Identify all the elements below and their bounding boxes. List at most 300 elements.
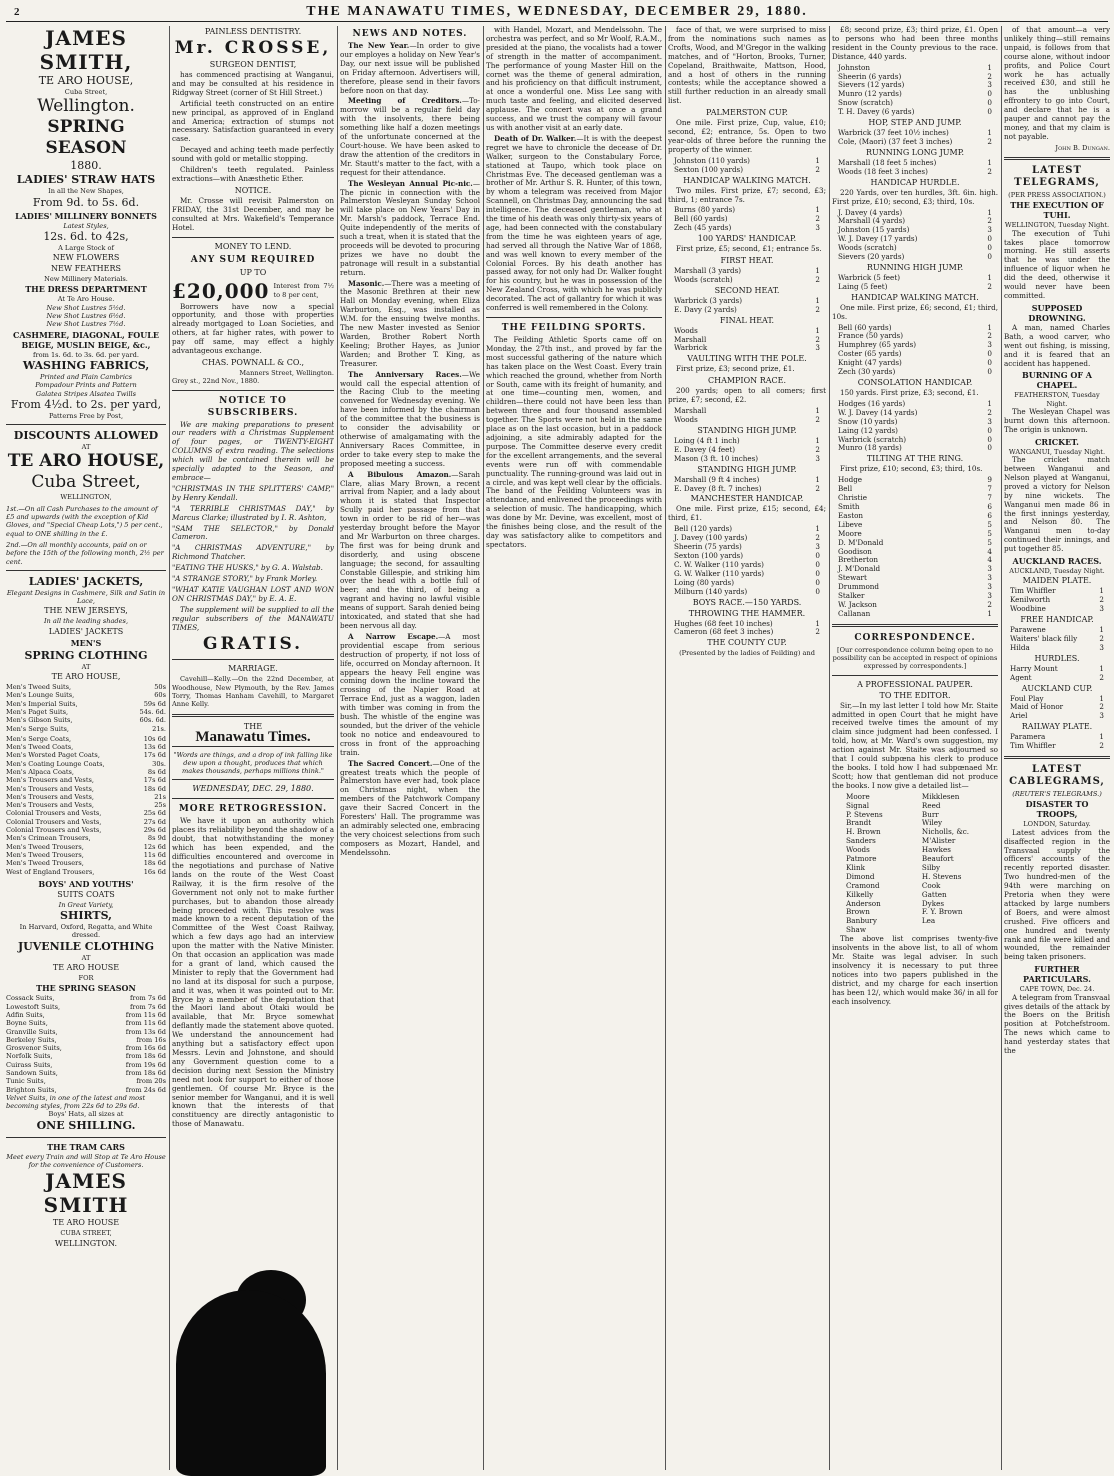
paper-the: THE: [243, 721, 263, 731]
placing: 0: [815, 559, 820, 569]
competitor-name: Humphrey (65 yards): [838, 340, 917, 350]
competitor-name: Libeve: [838, 519, 863, 529]
insolvent-name: Kilkelly: [846, 889, 874, 899]
ad-stock: A Large Stock of: [58, 243, 114, 252]
placing: 0: [987, 252, 992, 262]
price-item: Men's Trousers and Vests,: [6, 784, 94, 793]
insolvent-name: Shaw: [846, 925, 866, 935]
marriage-head: MARRIAGE.: [228, 664, 278, 674]
event-text: One mile. First prize, £15; second, £4; third, £1.: [668, 504, 826, 523]
competitor-name: Stalker: [838, 591, 865, 601]
result-row: [668, 224, 826, 233]
placing: 2: [1099, 672, 1104, 682]
money-paragraph: Borrowers have now a special opportunity, and those with properties already mortgaged to Loan Societies, and others, at far higher rates, with power to pay off same, may effect a highly advantageous exchange.: [172, 301, 334, 356]
results-list: [832, 129, 998, 147]
results-list: [832, 209, 998, 262]
price-value: from 7s 6d: [129, 994, 166, 1003]
competitor-name: D. M'Donald: [838, 537, 884, 547]
cable-place: LONDON, Saturday.: [1023, 820, 1091, 829]
price-row: [6, 994, 166, 1002]
insolvent-name: Banbury: [846, 916, 877, 926]
competitor-name: Smith: [838, 501, 860, 511]
letter-to: TO THE EDITOR.: [879, 690, 951, 700]
competitor-name: C. W. Walker (110 yards): [674, 559, 764, 569]
event-text: First prize, £10; second, £3; third, 10s.: [840, 464, 983, 474]
insolvent-name: Lea: [921, 916, 936, 926]
result-row: [832, 253, 998, 262]
sports-paragraph: The Feilding Athletic Sports came off on Monday, the 27th inst., and proved by far the most successful gathering of the nature which has taken place on the West Coast. Every train which reached the ground, whether from North or South, came with its freight of humanity, and at one time—counting men, women, and children—there could not have been less than between three and four thousand assembled together. The Sports were not held in the same place as on the last occasion, but in a paddock adjoining, a site admirably adapted for the purpose. The Committee deserve every credit for the excellent arrangements, and the several events were run off with commendable punctuality. The running-ground was laid out in a circle, and was kept well clear by the officials. The band of the Feilding Volunteers was in attendance, and enlivened the proceedings with a selection of music. The handicapping, which was done by Mr. Devine, was excellent, most of the finishes being close, and the result of the day was satisfactory alike to competitors and spectators.: [486, 335, 662, 549]
result-row: [668, 276, 826, 285]
placing: 0: [987, 443, 992, 453]
competitor-name: Warbrick (scratch): [838, 434, 907, 444]
news-item-title: The New Year.: [348, 41, 410, 50]
placing: 0: [987, 358, 992, 368]
news-item-title: Masonic.: [348, 278, 385, 288]
ad-bonnets-price: 12s. 6d. to 42s,: [43, 229, 129, 243]
price-item: Men's Trousers and Vests,: [6, 801, 94, 810]
price-value: 17s 6d: [143, 751, 166, 760]
insolvent-name: Brown: [846, 907, 870, 917]
ad-year: 1880.: [70, 159, 102, 173]
results-list: [668, 327, 826, 354]
result-row: [1004, 742, 1110, 751]
ad-velvet: Velvet Suits, in one of the latest and most becoming styles, from 22s 6d to 29s 6d.: [6, 1093, 146, 1111]
results-list: [832, 159, 998, 177]
insolvent-name: Wiley: [921, 818, 943, 828]
sports-head: THE FEILDING SPORTS.: [501, 323, 647, 333]
competitor-name: Bell: [838, 484, 853, 494]
competitor-name: Coster (65 yards): [838, 349, 902, 359]
event-text: 200 yards; open to all comers; first prize, £7; second, £2.: [668, 386, 826, 405]
ad-town2: WELLINGTON,: [60, 493, 112, 502]
placing: 1: [1099, 663, 1104, 673]
gratis: GRATIS.: [202, 634, 304, 655]
ad-street2: Cuba Street,: [31, 472, 141, 493]
paper-title: Manawatu Times.: [195, 728, 311, 745]
event-head: HOP, STEP AND JUMP.: [868, 118, 962, 128]
competitor-name: Kenilworth: [1010, 595, 1051, 605]
ad-boys: BOYS' AND YOUTHS': [38, 878, 134, 889]
placing: 2: [987, 166, 992, 176]
competitor-name: Milburn (140 yards): [674, 586, 748, 596]
competitor-name: W. J. Davey (17 yards): [838, 234, 918, 244]
price-row: [6, 851, 166, 859]
ad-bonnets-sub: Latest Styles,: [63, 221, 109, 230]
placing: 1: [815, 325, 820, 335]
price-row: [6, 683, 166, 691]
placing: 2: [815, 533, 820, 543]
insolvent-name: H. Stevens: [921, 871, 962, 881]
ad-footer-town: WELLINGTON.: [54, 1238, 118, 1248]
ad-street: Cuba Street,: [64, 88, 108, 96]
cable-head: FURTHER PARTICULARS.: [1023, 964, 1091, 985]
price-item: Colonial Trousers and Vests,: [6, 817, 102, 826]
competitor-name: Hodges (16 yards): [838, 398, 906, 408]
race-head: FREE HANDICAP.: [1020, 615, 1094, 625]
insolvent-name: Dimond: [846, 871, 875, 881]
price-row: [6, 708, 166, 716]
news-item-title: A Narrow Escape.: [348, 631, 439, 641]
event-text: One mile. First prize, £6; second, £1; third, 10s.: [832, 302, 998, 321]
placing: 1: [1099, 625, 1104, 635]
results-list: [832, 64, 998, 117]
competitor-name: Sheerin (6 yards): [838, 71, 902, 81]
insolvent-name: Dykes: [921, 898, 945, 908]
price-row: [6, 1052, 166, 1060]
reuter: (REUTER'S TELEGRAMS.): [1012, 790, 1102, 799]
insolvent-names: [832, 793, 998, 936]
price-row: [6, 859, 166, 867]
letter-paragraph: The above list comprises twenty-five insolvents in the above list, to all of whom Mr. Staite was legal adviser. In such insolvency it is necessary to put three notices into two papers published in the district, and my charge for each insertion has been 12/, which would make 36/ in all for each insolvency.: [832, 934, 998, 1006]
placing: 1: [987, 128, 992, 138]
telegram-body: A man, named Charles Bath, a wood carver, who went out fishing, is missing, and it is feared that an accident has happened.: [1004, 322, 1110, 368]
price-row: [6, 818, 166, 826]
agent-date: Grey st., 22nd Nov., 1880.: [172, 377, 260, 386]
price-row: [6, 1036, 166, 1044]
placing: 2: [815, 274, 820, 284]
price-value: from 16s: [136, 1035, 166, 1044]
competitor-name: Mason (3 ft. 10 inches): [674, 453, 759, 463]
competitor-name: J. Davey (100 yards): [674, 533, 748, 543]
placing: 1: [815, 524, 820, 534]
news-item: [340, 633, 480, 758]
ad-tram: THE TRAM CARS: [47, 1141, 125, 1152]
placing: 3: [1099, 642, 1104, 652]
price-item: West of England Trousers,: [6, 867, 95, 876]
price-row: [6, 1061, 166, 1069]
ad-washing: WASHING FABRICS,: [22, 358, 150, 372]
price-value: 27s 6d: [143, 817, 166, 826]
letter-end: of that amount—a very unlikely thing—still remains unpaid, is follows from that course alone, without indoor profits, and Police Court work he has actually received £30, and still he has the unblushing effrontery to go into Court, and declare that he is a pauper and cannot pay the money, and that my claim is not payable.: [1004, 26, 1110, 141]
placing: 0: [987, 243, 992, 253]
placing: 2: [987, 216, 992, 226]
results-list: [1004, 695, 1110, 722]
ad-feathers: NEW FEATHERS: [51, 264, 121, 274]
news-item: [340, 180, 480, 278]
competitor-name: Marshall (4 yards): [838, 216, 906, 226]
price-value: from 18s 6d: [125, 1069, 166, 1077]
price-row: [6, 776, 166, 784]
news-item: [340, 760, 480, 858]
placing: 1: [987, 157, 992, 167]
result-row: [832, 610, 998, 619]
price-value: from 13s 6d: [125, 1027, 166, 1036]
placing: 1: [815, 618, 820, 628]
results-list: [1004, 665, 1110, 683]
placing: 3: [987, 416, 992, 426]
ink-blot: [176, 1290, 326, 1476]
result-row: [668, 416, 826, 425]
event-text: 150 yards. First prize, £3; second, £1.: [840, 388, 979, 397]
result-row: [1004, 644, 1110, 653]
placing: 1: [987, 398, 992, 408]
dateline: WEDNESDAY, DEC. 29, 1880.: [192, 784, 314, 794]
news-item-body: —We would call the especial attention of the Racing Club to the meeting convened for Wednesday evening. We have been informed by the chairman of the committee that the business is to consider the advisability or otherwise of amalgamating with the Anniversary Races Committee, in order to take every step to make the proposed meeting a success.: [340, 369, 480, 468]
competitor-name: Cameron (68 feet 3 inches): [674, 627, 774, 637]
price-value: 25s: [154, 801, 166, 810]
event-head: BOYS RACE.—150 YARDS.: [692, 597, 802, 607]
placing: 3: [1099, 604, 1104, 614]
insolvent-name: Klink: [846, 862, 865, 872]
letter-head: A PROFESSIONAL PAUPER.: [857, 679, 973, 689]
news-item-title: The Sacred Concert.: [348, 758, 433, 768]
price-row: [6, 725, 166, 733]
price-item: Men's Serge Suits,: [6, 724, 69, 733]
results-list: [832, 274, 998, 292]
competitor-name: Marshall (3 yards): [674, 266, 742, 276]
competitor-name: G. W. Walker (110 yards): [674, 568, 765, 578]
competitor-name: Maid of Honor: [1010, 702, 1064, 712]
ad-clothing-house: TE ARO HOUSE,: [51, 672, 121, 682]
ad-jerseys: THE NEW JERSEYS,: [44, 606, 128, 616]
event-head: HANDICAP HURDLE.: [870, 177, 960, 187]
column-notices-editorial: [172, 26, 334, 1470]
ad-spring-clothing: SPRING CLOTHING: [24, 648, 148, 662]
result-row: [832, 138, 998, 147]
price-value: from 18s 6d: [125, 1052, 166, 1061]
event-head: STANDING HIGH JUMP.: [697, 464, 797, 474]
competitor-name: Woods: [674, 325, 698, 335]
price-item: Men's Gibson Suits,: [6, 716, 73, 725]
placing: 1: [815, 155, 820, 165]
placing: 0: [987, 367, 992, 377]
ad-name: JAMES SMITH,: [39, 26, 133, 74]
placing: 2: [815, 304, 820, 314]
cable-body: Latest advices from the disaffected region in the Transvaal supply the officers' accounts of the recently reported disaster. Two hundred-men of the 94th were marching on Pretoria when they were attacked by large numbers of Boers, and were almost crushed. Five officers and one hundred and twenty rank and file were killed and wounded, the remainder being taken prisoners.: [1004, 827, 1110, 962]
ad-hats-head: LADIES' STRAW HATS: [16, 173, 156, 187]
price-row: [6, 868, 166, 876]
telegram-head: BURNING OF A CHAPEL.: [1021, 370, 1092, 391]
competitor-name: Bell (120 yards): [674, 524, 733, 534]
event-text: £8; second prize, £3; third prize, £1. Open to persons who had been three months resident in the County previous to the race. Distance, 440 yards.: [832, 26, 998, 61]
price-item: Granville Suits,: [6, 1027, 58, 1036]
competitor-name: Warbrick (3 yards): [674, 295, 743, 305]
competitor-name: Woods: [674, 415, 698, 424]
ad-clothing-at: AT: [81, 662, 91, 671]
ad-juvenile: JUVENILE CLOTHING: [17, 939, 155, 953]
dentist-paragraph: Artificial teeth constructed on an entire new principal, as approved of in England and America; extraction of stumps not necessary. Satisfaction guaranteed in every case.: [172, 98, 334, 144]
price-item: Tunic Suits,: [6, 1077, 46, 1086]
competitor-name: E. Davy (2 yards): [674, 304, 737, 314]
money-head: MONEY TO LEND.: [214, 241, 292, 251]
result-row: [1004, 712, 1110, 721]
ad-season: SPRING SEASON: [45, 117, 127, 159]
competitor-name: Hilda: [1010, 642, 1030, 652]
news-item: [340, 42, 480, 95]
event-head: HANDICAP WALKING MATCH.: [683, 175, 811, 185]
placing: 1: [1099, 586, 1104, 596]
placing: 2: [987, 281, 992, 291]
results-list: [668, 206, 826, 233]
telegram-place: AUCKLAND, Tuesday Night.: [1009, 567, 1105, 576]
competitor-name: Parawene: [1010, 625, 1046, 635]
agent-name: CHAS. POWNALL & CO.,: [201, 357, 305, 367]
insolvent-name: Moore: [846, 791, 870, 801]
placing: 3: [987, 80, 992, 90]
price-value: 54s. 6d.: [139, 707, 166, 716]
ad-lustre: New Shot Lustres 5½d.: [46, 303, 126, 312]
price-item: Colonial Trousers and Vests,: [6, 826, 102, 835]
competitor-name: Ariel: [1010, 711, 1028, 721]
competitor-name: Snow (10 yards): [838, 416, 898, 426]
price-item: Men's Paget Suits,: [6, 707, 69, 716]
story-item: "A TERRIBLE CHRISTMAS DAY," by Marcus Clarke; illustrated by I. R. Ashton,: [172, 503, 334, 522]
news-item: [340, 280, 480, 369]
event-head: THROWING THE HAMMER.: [688, 608, 806, 618]
competitor-name: Paramera: [1010, 732, 1046, 742]
column-rule: [483, 26, 484, 1470]
placing: 7: [987, 493, 992, 503]
placing: 6: [987, 501, 992, 511]
competitor-name: T. H. Davey (6 yards): [838, 107, 915, 117]
competitor-name: Sheerin (75 yards): [674, 542, 742, 552]
concert-continued: with Handel, Mozart, and Mendelssohn. The orchestra was perfect, and so Mr Woolf, R.A.M., presided at the piano, the vocalists had a tower of strength in the matter of accompaniment. The performance of young Master Hill on the cornet was the theme of general admiration, and his proficiency on that difficult instrument, at once a wonderful one. Miss Lee sang with much taste and feeling, and elicited deserved applause. The concert was at once a grand success, and we trust the company will favour us with another visit at an early date.: [486, 26, 662, 132]
telegram-place: WANGANUI, Tuesday Night.: [1008, 447, 1106, 456]
ad-cashmere-price: from 1s. 6d. to 3s. 6d. per yard.: [33, 350, 139, 359]
insolvent-name: Hawkes: [921, 845, 951, 855]
placing: 4: [987, 546, 992, 556]
competitor-name: Warbrick (37 feet 10½ inches): [838, 128, 949, 138]
placing: 1: [1099, 693, 1104, 703]
price-value: 29s 6d: [143, 826, 166, 835]
column-rule: [665, 26, 666, 1470]
interest-rate: Interest from 7½ to 8 per cent,: [273, 282, 334, 299]
placing: 2: [815, 415, 820, 424]
ad-juv-at: AT: [81, 953, 91, 962]
results-list: [832, 400, 998, 453]
competitor-name: Agent: [1010, 672, 1032, 682]
telegram-head: THE EXECUTION OF TUHI.: [1010, 200, 1104, 221]
ad-shirt-sub: In Harvard, Oxford, Regatta, and White dressed.: [19, 923, 153, 940]
results-list: [1004, 587, 1110, 614]
competitor-name: E. Davey (8 ft. 7 inches): [674, 483, 762, 493]
result-row: [832, 444, 998, 453]
ad-shirts: SHIRTS,: [60, 909, 112, 923]
competitor-name: Goodison: [838, 546, 872, 556]
placing: 3: [1099, 711, 1104, 721]
price-row: [6, 843, 166, 851]
competitor-name: Johnston: [838, 62, 870, 72]
ad-lustre: New Shot Lustres 6½d.: [46, 312, 126, 321]
dentist-paragraph: has commenced practising at Wanganui, and may be consulted at his residence in Ridgway Street (corner of St Hill Street.): [172, 70, 334, 97]
insolvent-name: Patmore: [846, 854, 877, 864]
placing: 1: [987, 62, 992, 72]
competitor-name: Harry Mount: [1010, 663, 1058, 673]
insolvent-name: H. Brown: [846, 827, 881, 837]
column-telegrams: [1004, 26, 1110, 1470]
price-row: [6, 1028, 166, 1036]
competitor-name: Tim Whiffler: [1010, 586, 1056, 596]
suits-price-list: [6, 683, 166, 733]
ad-variety: In Great Variety,: [58, 900, 114, 909]
insolvent-name: Woods: [846, 845, 870, 855]
ad-town: Wellington.: [37, 96, 135, 117]
event-head: CONSOLATION HANDICAP.: [857, 378, 973, 387]
competitor-name: Marshall: [674, 334, 707, 344]
competitor-name: Woods (scratch): [674, 274, 733, 284]
placing: 0: [987, 107, 992, 117]
ad-bonnets-head: LADIES' MILLINERY BONNETS: [15, 210, 157, 221]
price-item: Men's Alpaca Coats,: [6, 767, 75, 776]
competitor-name: Zech (30 yards): [838, 367, 896, 377]
supplement-note: The supplement will be supplied to all the regular subscribers of the MANAWATU TIMES,: [172, 604, 334, 632]
price-value: 17s 6d: [143, 776, 166, 785]
heat-head: SECOND HEAT.: [714, 285, 780, 295]
placing: 3: [987, 591, 992, 601]
insolvent-name: Reed: [921, 800, 941, 810]
price-value: 60s. 6d.: [139, 716, 166, 725]
event-head: RUNNING HIGH JUMP.: [866, 262, 964, 272]
price-item: Berkeley Suits,: [6, 1035, 57, 1044]
placing: 2: [815, 444, 820, 454]
correspondence-note: [Our correspondence column being open to no possibility can be accepted in respect of opinions expressed by correspondents.]: [832, 645, 998, 671]
competitor-name: J. Davey (4 yards): [838, 207, 903, 217]
subscribers-paragraph: We are making preparations to present our readers with a Christmas Supplement of four pages, or TWENTY-EIGHT COLUMNS of extra reading. The selections which will be contained therein will be specially adapted to the Season, and embrace—: [172, 419, 334, 482]
results-list: [668, 620, 826, 638]
ad-terms2: 2nd.—On all monthly accounts, paid on or before the 15th of the following month, 2½ per cent.: [6, 540, 164, 566]
placing: 2: [1099, 595, 1104, 605]
placing: 3: [987, 225, 992, 235]
insolvent-name: Burr: [921, 809, 939, 819]
price-value: 10s 6d: [143, 734, 166, 743]
cable-head: DISASTER TO TROOPS,: [1025, 799, 1089, 820]
column-sports-results: [668, 26, 826, 1470]
competitor-name: Johnston (15 yards): [838, 225, 910, 235]
placing: 2: [815, 164, 820, 174]
competitor-name: Sexton (100 yards): [674, 164, 744, 174]
results-list: [832, 476, 998, 619]
cable-body: A telegram from Transvaal gives details of the attack by the Boers on the British position at Potchefstroom. The news which came to hand yesterday states that the: [1004, 992, 1110, 1056]
price-row: [6, 1003, 166, 1011]
price-value: 30s.: [152, 759, 166, 768]
placing: 1: [987, 608, 992, 618]
price-item: Adfin Suits,: [6, 1010, 45, 1019]
price-item: Men's Tweed Trousers,: [6, 850, 84, 859]
result-row: [1004, 605, 1110, 614]
ad-footer-house: TE ARO HOUSE: [52, 1218, 120, 1228]
ad-mens: MEN'S: [70, 637, 102, 648]
competitor-name: Marshall (9 ft 4 inches): [674, 474, 760, 484]
telegram-place: WELLINGTON, Tuesday Night.: [1004, 221, 1110, 230]
placing: 5: [987, 528, 992, 538]
coats-price-list: [6, 735, 166, 876]
heat-head: FIRST HEAT.: [720, 256, 774, 266]
result-row: [668, 628, 826, 637]
result-row: [832, 108, 998, 117]
placing: 3: [815, 223, 820, 233]
news-items: [340, 42, 480, 858]
price-value: 18s 6d: [143, 784, 166, 793]
competitor-name: Woods (18 feet 3 inches): [838, 166, 928, 176]
ad-juv-house: TE ARO HOUSE: [52, 963, 120, 973]
placing: 0: [987, 425, 992, 435]
ad-at: AT: [81, 443, 91, 452]
ad-house2: TE ARO HOUSE,: [7, 451, 165, 472]
price-item: Colonial Trousers and Vests,: [6, 809, 102, 818]
placing: 1: [815, 266, 820, 276]
ad-footer-street: CUBA STREET,: [60, 1229, 112, 1238]
result-row: [668, 166, 826, 175]
result-row: [1004, 674, 1110, 683]
event-head: HANDICAP WALKING MATCH.: [851, 292, 979, 302]
price-item: Men's Lounge Suits,: [6, 691, 75, 700]
placing: 2: [987, 407, 992, 417]
insolvent-name: Silby: [921, 862, 941, 872]
price-item: Men's Tweed Coats,: [6, 743, 74, 752]
price-value: from 20s: [136, 1077, 166, 1086]
result-row: [832, 476, 998, 485]
story-item: "WHAT KATIE VAUGHAN LOST AND WON ON CHRISTMAS DAY," by E. A. E.: [172, 584, 334, 603]
